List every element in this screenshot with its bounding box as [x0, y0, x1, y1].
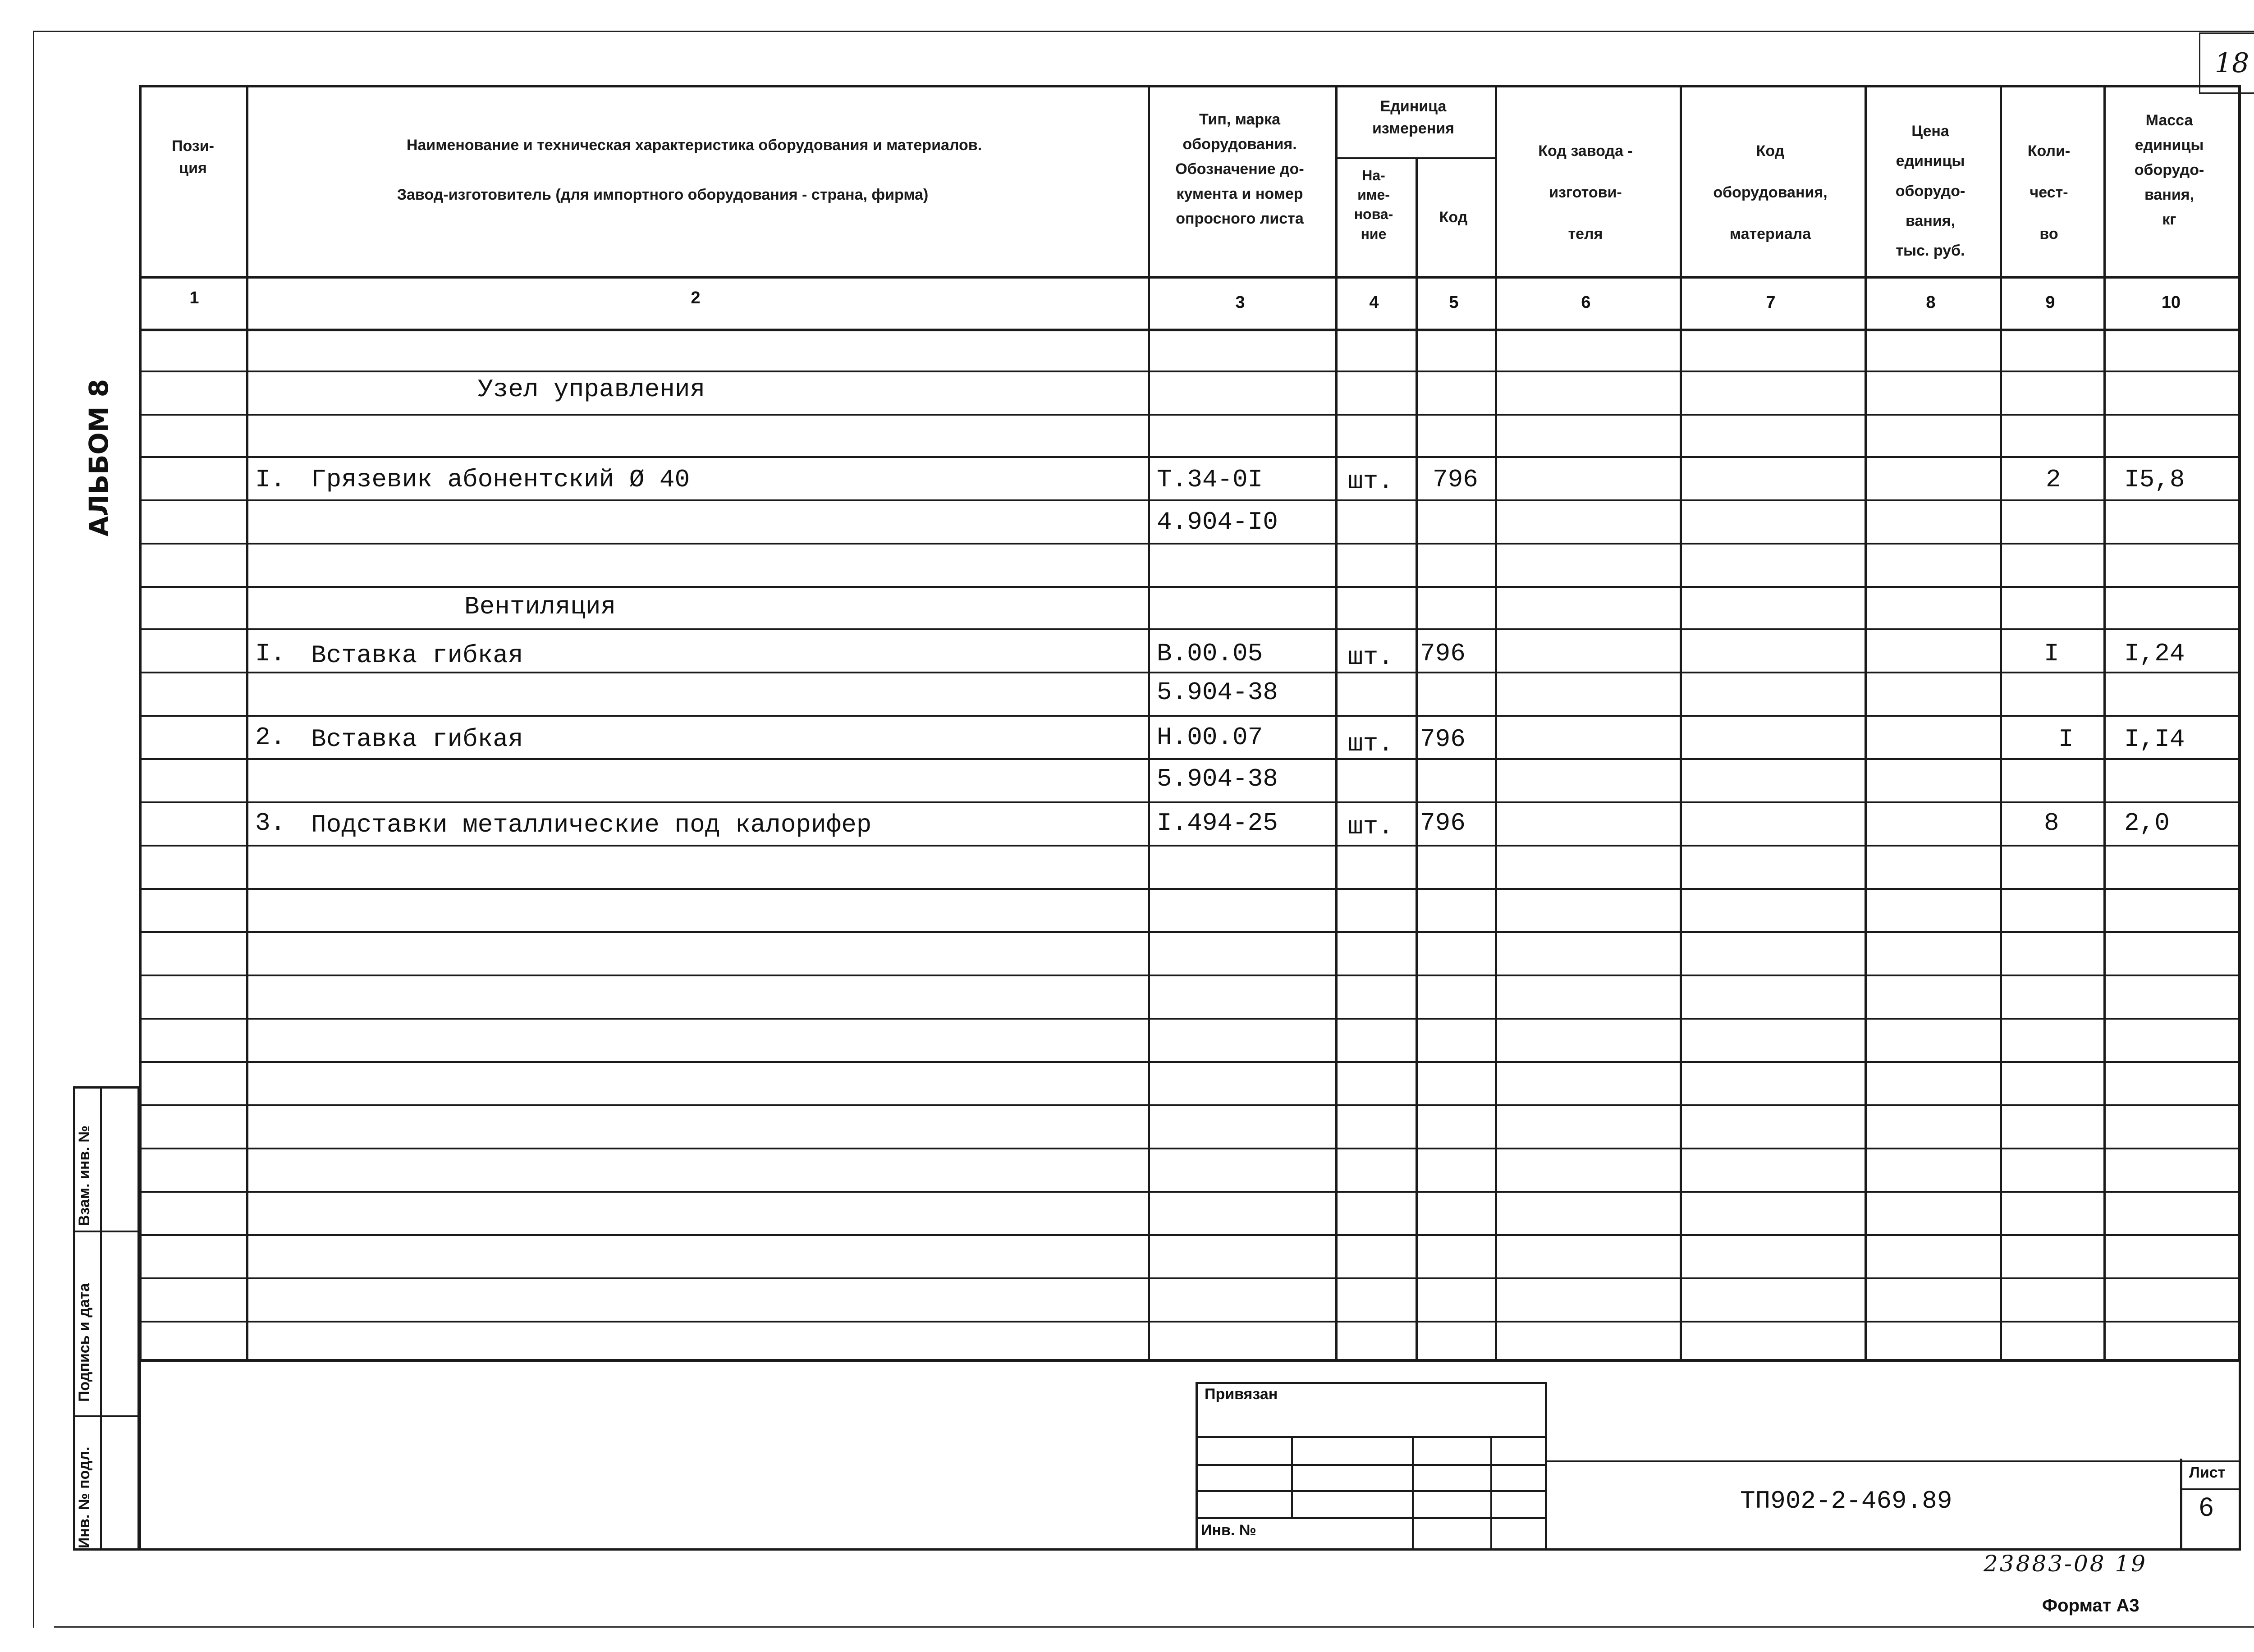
stamp-vline-3 — [1490, 1436, 1492, 1551]
row-line — [142, 1148, 2238, 1149]
unit-subheader-line — [1335, 157, 1495, 159]
privyazan-label: Привязан — [1205, 1386, 1278, 1403]
header-unit-price: Цена единицы оборудо- вания, тыс. руб. — [1895, 123, 1965, 260]
vzam-inv-label: Взам. инв. № — [76, 1125, 93, 1226]
header-factory-code: Код завода - изготови- теля — [1538, 142, 1633, 243]
header-unit-code: Код — [1439, 209, 1468, 226]
row-line — [142, 1277, 2238, 1279]
row-line — [142, 371, 2238, 372]
column-number: 6 — [1581, 293, 1591, 312]
row-line — [142, 414, 2238, 416]
column-number: 5 — [1449, 293, 1459, 312]
podpis-data-label: Подпись и дата — [76, 1283, 93, 1402]
header-position: Пози- ция — [172, 137, 214, 177]
row-qty: 8 — [2044, 809, 2059, 837]
row-position: 3. — [255, 809, 286, 837]
sheet-corner-number: 18 — [2199, 32, 2254, 94]
stamp-vline-2 — [1412, 1436, 1414, 1551]
row-type: I.494-25 — [1157, 809, 1278, 837]
row-line — [142, 456, 2238, 458]
row-mass: I,24 — [2124, 639, 2185, 668]
header-unit-name: На- име- нова- ние — [1354, 167, 1393, 242]
row-line — [142, 628, 2238, 630]
row-mass: I,I4 — [2124, 725, 2185, 754]
list-label: Лист — [2189, 1464, 2226, 1481]
doc-code: ТП902-2-469.89 — [1740, 1487, 1952, 1515]
row-code: 796 — [1433, 465, 1478, 494]
row-name: Вставка гибкая — [311, 725, 523, 754]
bottom-area-frame — [139, 1359, 2241, 1551]
column-number: 2 — [691, 288, 701, 307]
row-line — [142, 1191, 2238, 1193]
column-number: 9 — [2045, 293, 2055, 312]
title-block-topline — [1546, 1460, 2241, 1462]
row-type: Н.00.07 — [1157, 723, 1263, 752]
row-name: Грязевик абонентский Ø 40 — [311, 465, 690, 494]
column-number: 7 — [1766, 293, 1776, 312]
row-line — [142, 715, 2238, 717]
section-title-control-unit: Узел управления — [478, 375, 706, 404]
row-type: В.00.05 — [1157, 639, 1263, 668]
row-line — [142, 1104, 2238, 1106]
row-qty: 2 — [2046, 465, 2061, 494]
side-stamp-divider-2 — [73, 1415, 140, 1417]
format-label: Формат А3 — [2042, 1596, 2139, 1615]
sheet-box-divider — [2180, 1488, 2241, 1490]
header-bottom-line — [142, 276, 2238, 279]
list-number: 6 — [2199, 1492, 2214, 1522]
row-mass: 2,0 — [2124, 809, 2170, 837]
row-line — [142, 801, 2238, 803]
column-number: 10 — [2161, 293, 2181, 312]
stamp-hline-3 — [1196, 1490, 1547, 1492]
row-code: 796 — [1420, 725, 1466, 754]
row-position: 2. — [255, 723, 286, 752]
stamp-hline-1 — [1196, 1436, 1547, 1438]
row-doc: 5.904-38 — [1157, 678, 1278, 707]
stamp-hline-4 — [1196, 1517, 1547, 1519]
header-unit: Единица измерения — [1372, 98, 1454, 137]
row-line — [142, 975, 2238, 976]
row-name: Подставки металлические под калорифер — [311, 810, 872, 839]
top-border-line — [33, 31, 2254, 32]
row-line — [142, 931, 2238, 933]
row-mass: I5,8 — [2124, 465, 2185, 494]
row-code: 796 — [1420, 809, 1466, 837]
row-name: Вставка гибкая — [311, 641, 523, 670]
row-unit: шт. — [1348, 729, 1393, 758]
row-type: Т.34-0I — [1157, 465, 1263, 494]
row-doc: 5.904-38 — [1157, 764, 1278, 793]
row-line — [142, 1321, 2238, 1323]
row-line — [142, 845, 2238, 847]
row-line — [142, 1234, 2238, 1236]
side-stamp-divider-1 — [73, 1231, 140, 1232]
album-label: АЛЬБОМ 8 — [83, 379, 114, 536]
row-unit: шт. — [1348, 812, 1393, 841]
row-line — [142, 586, 2238, 588]
row-line — [142, 1061, 2238, 1063]
column-number: 1 — [189, 288, 199, 307]
row-qty: I — [2044, 639, 2059, 668]
stamp-hline-2 — [1196, 1464, 1547, 1466]
row-code: 796 — [1420, 639, 1466, 668]
row-unit: шт. — [1348, 467, 1393, 496]
header-name-line1: Наименование и техническая характеристика оборудования и материалов. — [406, 137, 982, 154]
row-line — [142, 543, 2238, 545]
inv-no-label: Инв. № — [1201, 1522, 1256, 1539]
numbers-bottom-line — [142, 329, 2238, 331]
header-quantity: Коли- чест- во — [2027, 142, 2071, 243]
header-type: Тип, марка оборудования. Обозначение до- кумента и номер опросного листа — [1175, 111, 1304, 228]
row-position: I. — [255, 465, 286, 494]
column-number: 3 — [1235, 293, 1245, 312]
handwritten-number: 23883-08 19 — [1984, 1551, 2148, 1577]
header-mass: Масса единицы оборудо- вания, кг — [2134, 112, 2204, 229]
row-line — [142, 499, 2238, 501]
row-doc: 4.904-I0 — [1157, 508, 1278, 536]
column-number: 4 — [1369, 293, 1379, 312]
inv-podl-label: Инв. № подл. — [76, 1446, 93, 1548]
column-number: 8 — [1926, 293, 1936, 312]
row-line — [142, 672, 2238, 673]
stamp-vline-1 — [1291, 1436, 1293, 1517]
bottom-edge-line — [54, 1626, 2254, 1628]
side-stamp-divider-v — [100, 1086, 102, 1551]
row-line — [142, 758, 2238, 760]
row-line — [142, 888, 2238, 890]
row-qty: I — [2058, 725, 2074, 754]
row-line — [142, 1018, 2238, 1020]
header-name-line2: Завод-изготовитель (для импортного оборудования - страна, фирма) — [397, 186, 929, 203]
row-unit: шт. — [1348, 643, 1393, 672]
section-title-ventilation: Вентиляция — [464, 592, 616, 621]
row-position: I. — [255, 639, 286, 668]
header-equipment-code: Код оборудования, материала — [1713, 142, 1828, 243]
